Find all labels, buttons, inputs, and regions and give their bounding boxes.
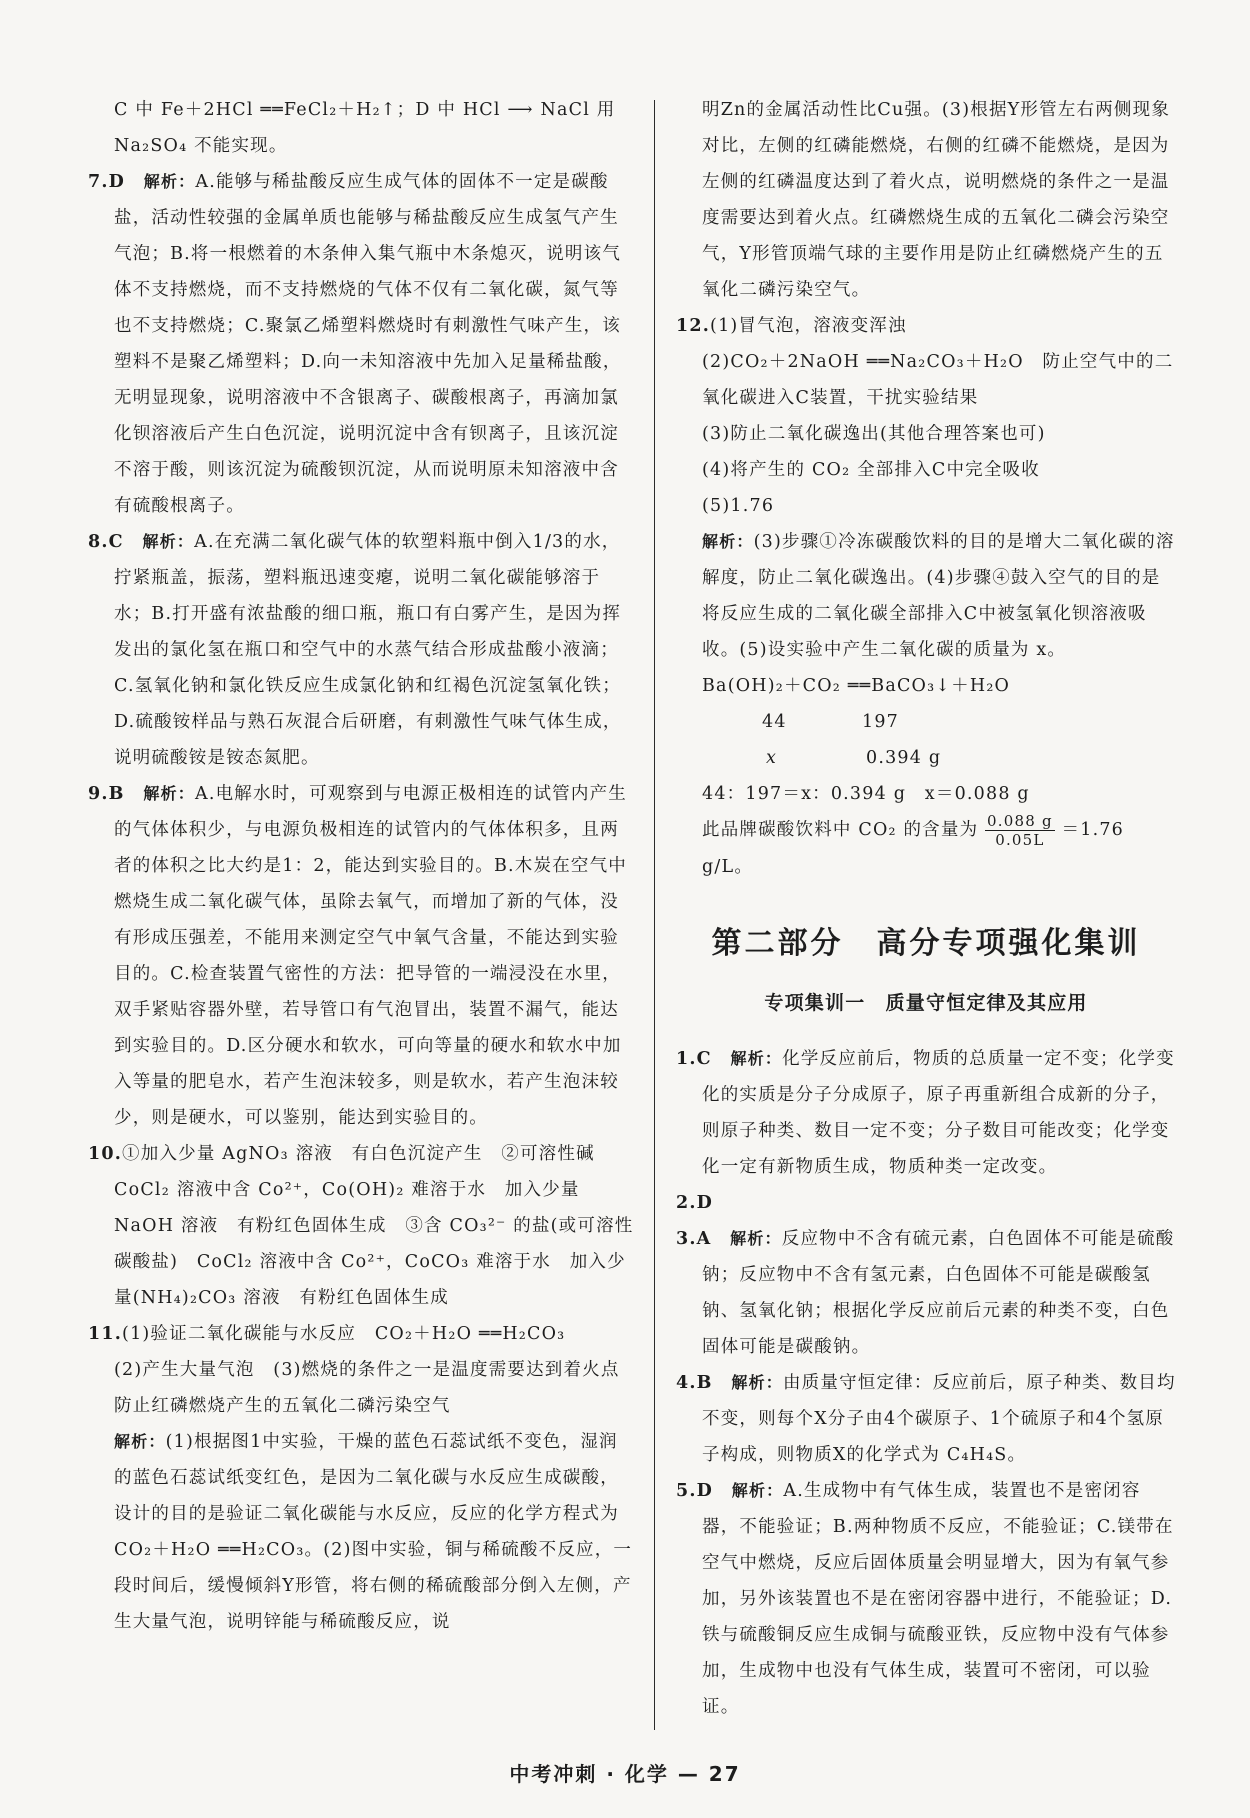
special-answer-1 [676,1041,1176,1185]
answer-text: ①加入少量 AgNO₃ 溶液 有白色沉淀产生 ②可溶性碱 CoCl₂ 溶液中含 Co²⁺，Co(OH)₂ 难溶于水 加入少量 NaOH 溶液 有粉红色固体生成 ③含 CO₃²⁻ 的盐(或可溶性碳酸盐) CoCl₂ 溶液中含 Co²⁺，CoCO₃ 难溶于水 加入少量(NH₄)₂CO₃ 溶液 有粉红色固体生成 [114,1144,634,1308]
chemical-equation: Ba(OH)₂＋CO₂ ══BaCO₃↓＋H₂O [702,676,1011,696]
section-title: 专项集训一 质量守恒定律及其应用 [764,992,1088,1014]
calc-value: x [766,748,778,768]
answer-number: 11. [88,1324,123,1344]
answer-number: 3.A [676,1229,712,1249]
special-answer-3 [676,1221,1176,1365]
conclusion-line [676,812,1176,885]
answer-number: 7.D [88,172,126,192]
answer-8 [88,524,636,776]
answer-text: (1)根据图1中实验，干燥的蓝色石蕊试纸不变色，湿润的蓝色石蕊试纸变红色，是因为二氧化碳与水反应生成碳酸，设计的目的是验证二氧化碳能与水反应，反应的化学方程式为 CO₂＋H₂O ══H₂CO₃。(2)图中实验，铜与稀硫酸不反应，一段时间后，缓慢倾斜Y形管，将右侧的稀硫酸部分倒入左侧，产生大量气泡，说明锌能与稀硫酸反应，说 [114,1432,633,1632]
answer-number: 5.D [676,1481,714,1501]
answer-text: 化学反应前后，物质的总质量一定不变；化学变化的实质是分子分成原子，原子再重新组合成新的分子，则原子种类、数目一定不变；分子数目可能改变；化学变化一定有新物质生成，物质种类一定改变。 [702,1049,1175,1177]
calc-row [702,704,1176,740]
answer-text: A.在充满二氧化碳气体的软塑料瓶中倒入1/3的水，拧紧瓶盖，振荡，塑料瓶迅速变瘪，说明二氧化碳能够溶于水；B.打开盛有浓盐酸的细口瓶，瓶口有白雾产生，是因为挥发出的氯化氢在瓶口和空气中的水蒸气结合形成盐酸小液滴；C.氢氧化钠和氯化铁反应生成氯化钠和红褐色沉淀氢氧化铁；D.硫酸铵样品与熟石灰混合后研磨，有刺激性气味气体生成，说明硫酸铵是铵态氮肥。 [114,532,622,768]
answer-number: 9.B [88,784,125,804]
analysis-label: 解析： [114,1432,166,1451]
column-divider [654,100,655,1730]
answer-text: A.生成物中有气体生成，装置也不是密闭容器，不能验证；B.两种物质不反应，不能验证；C.镁带在空气中燃烧，反应后固体质量会明显增大，因为有氧气参加，另外该装置也不是在密闭容器中进行，不能验证；D.铁与硫酸铜反应生成铜与硫酸亚铁，反应物中没有气体参加，生成物中也没有气体生成，装置可不密闭，可以验证。 [702,1481,1174,1717]
answer-12-part-1: (1)冒气泡，溶液变浑浊 [710,316,907,336]
answer-12 [676,308,1176,344]
calc-row [702,740,1176,776]
calculation-block [702,704,1176,776]
left-column [88,92,639,1640]
answer-number: 2.D [676,1193,714,1213]
part-title: 第二部分 高分专项强化集训 [711,926,1141,961]
analysis-label: 解析： [730,1229,782,1248]
answer-12-part-2: (2)CO₂＋2NaOH ══Na₂CO₃＋H₂O 防止空气中的二氧化碳进入C装置，干扰实验结果 [702,352,1174,408]
answer-number: 1.C [676,1049,712,1069]
analysis-label: 解析： [143,172,196,191]
analysis-label: 解析： [730,1049,783,1068]
proportion-line: 44：197＝x：0.394 g x＝0.088 g [702,784,1030,804]
analysis-label: 解析： [731,1373,783,1392]
answer-12-part-3: (3)防止二氧化碳逸出(其他合理答案也可) [702,424,1046,444]
conclusion-prefix: 此品牌碳酸饮料中 CO₂ 的含量为 [702,820,979,840]
special-answer-4 [676,1365,1176,1473]
calc-value: 44 [762,712,787,732]
right-column [676,92,1176,1725]
answer-11-analysis [88,1424,636,1640]
answer-12-part-5: (5)1.76 [702,496,775,516]
fraction-numerator: 0.088 g [987,812,1053,830]
answer-11 [88,1316,636,1352]
analysis-label: 解析： [143,784,195,803]
calc-value: 197 [862,712,900,732]
fraction [985,812,1055,849]
answer-text: A.电解水时，可观察到与电源正极相连的试管内产生的气体体积少，与电源负极相连的试管内的气体体积多，且两者的体积之比大约是1：2，能达到实验目的。B.木炭在空气中燃烧生成二氧化碳气体，虽除去氧气，而增加了新的气体，没有形成压强差，不能用来测定空气中氧气含量，不能达到实验目的。C.检查装置气密性的方法：把导管的一端浸没在水里，双手紧贴容器外壁，若导管口有气泡冒出，装置不漏气，能达到实验目的。D.区分硬水和软水，可向等量的硬水和软水中加入等量的肥皂水，若产生泡沫较多，则是软水，若产生泡沫较少，则是硬水，可以鉴别，能达到实验目的。 [114,784,627,1128]
answer-12-analysis [676,524,1176,668]
answer-7 [88,164,636,524]
intro-line-2: Na₂SO₄ 不能实现。 [114,136,288,156]
answer-number: 12. [676,316,711,336]
answer-11-line-2: (2)产生大量气泡 (3)燃烧的条件之一是温度需要达到着火点 防止红磷燃烧产生的五氧化二磷污染空气 [114,1360,639,1416]
answer-10 [88,1136,636,1316]
calc-value: 0.394 g [866,748,942,768]
answer-11-continued: 明Zn的金属活动性比Cu强。(3)根据Y形管左右两侧现象对比，左侧的红磷能燃烧，右侧的红磷不能燃烧，是因为左侧的红磷温度达到了着火点，说明燃烧的条件之一是温度需要达到着火点。红磷燃烧生成的五氧化二磷会污染空气，Y形管顶端气球的主要作用是防止红磷燃烧产生的五氧化二磷污染空气。 [702,100,1171,300]
fraction-denominator: 0.05L [995,831,1045,849]
intro-line-1: C 中 Fe＋2HCl ══FeCl₂＋H₂↑；D 中 HCl ⟶ NaCl 用 [114,100,616,120]
answer-text: A.能够与稀盐酸反应生成气体的固体不一定是碳酸盐，活动性较强的金属单质也能够与稀盐酸反应生成氢气产生气泡；B.将一根燃着的木条伸入集气瓶中木条熄灭，说明该气体不支持燃烧，而不支持燃烧的气体不仅有二氧化碳，氮气等也不支持燃烧；C.聚氯乙烯塑料燃烧时有刺激性气味产生，该塑料不是聚乙烯塑料；D.向一未知溶液中先加入足量稀盐酸，无明显现象，说明溶液中不含银离子、碳酸根离子，再滴加氯化钡溶液后产生白色沉淀，说明沉淀中含有钡离子，且该沉淀不溶于酸，则该沉淀为硫酸钡沉淀，从而说明原未知溶液中含有硫酸根离子。 [114,172,622,516]
answer-9 [88,776,636,1136]
page-footer: 中考冲刺 · 化学 — 27 [509,1762,741,1786]
special-answer-5 [676,1473,1176,1725]
analysis-label: 解析： [702,532,754,551]
special-answer-2 [676,1185,1176,1221]
answer-text: 由质量守恒定律：反应前后，原子种类、数目均不变，则每个X分子由4个碳原子、1个硫原子和4个氢原子构成，则物质X的化学式为 C₄H₄S。 [702,1373,1176,1465]
answer-number: 4.B [676,1373,713,1393]
answer-number: 10. [88,1144,123,1164]
analysis-label: 解析： [142,532,195,551]
conclusion-suffix: ＝1.76 g/L。 [702,820,1124,877]
answer-text: 反应物中不含有硫元素，白色固体不可能是硫酸钠；反应物中不含有氢元素，白色固体不可能是碳酸氢钠、氢氧化钠；根据化学反应前后元素的种类不变，白色固体可能是碳酸钠。 [702,1229,1175,1357]
analysis-label: 解析： [731,1481,784,1500]
answer-12-part-4: (4)将产生的 CO₂ 全部排入C中完全吸收 [702,460,1040,480]
answer-text: (3)步骤①冷冻碳酸饮料的目的是增大二氧化碳的溶解度，防止二氧化碳逸出。(4)步骤④鼓入空气的目的是将反应生成的二氧化碳全部排入C中被氢氧化钡溶液吸收。(5)设实验中产生二氧化碳的质量为 x。 [702,532,1175,660]
answer-line-1: (1)验证二氧化碳能与水反应 CO₂＋H₂O ══H₂CO₃ [122,1324,566,1344]
answer-number: 8.C [88,532,124,552]
